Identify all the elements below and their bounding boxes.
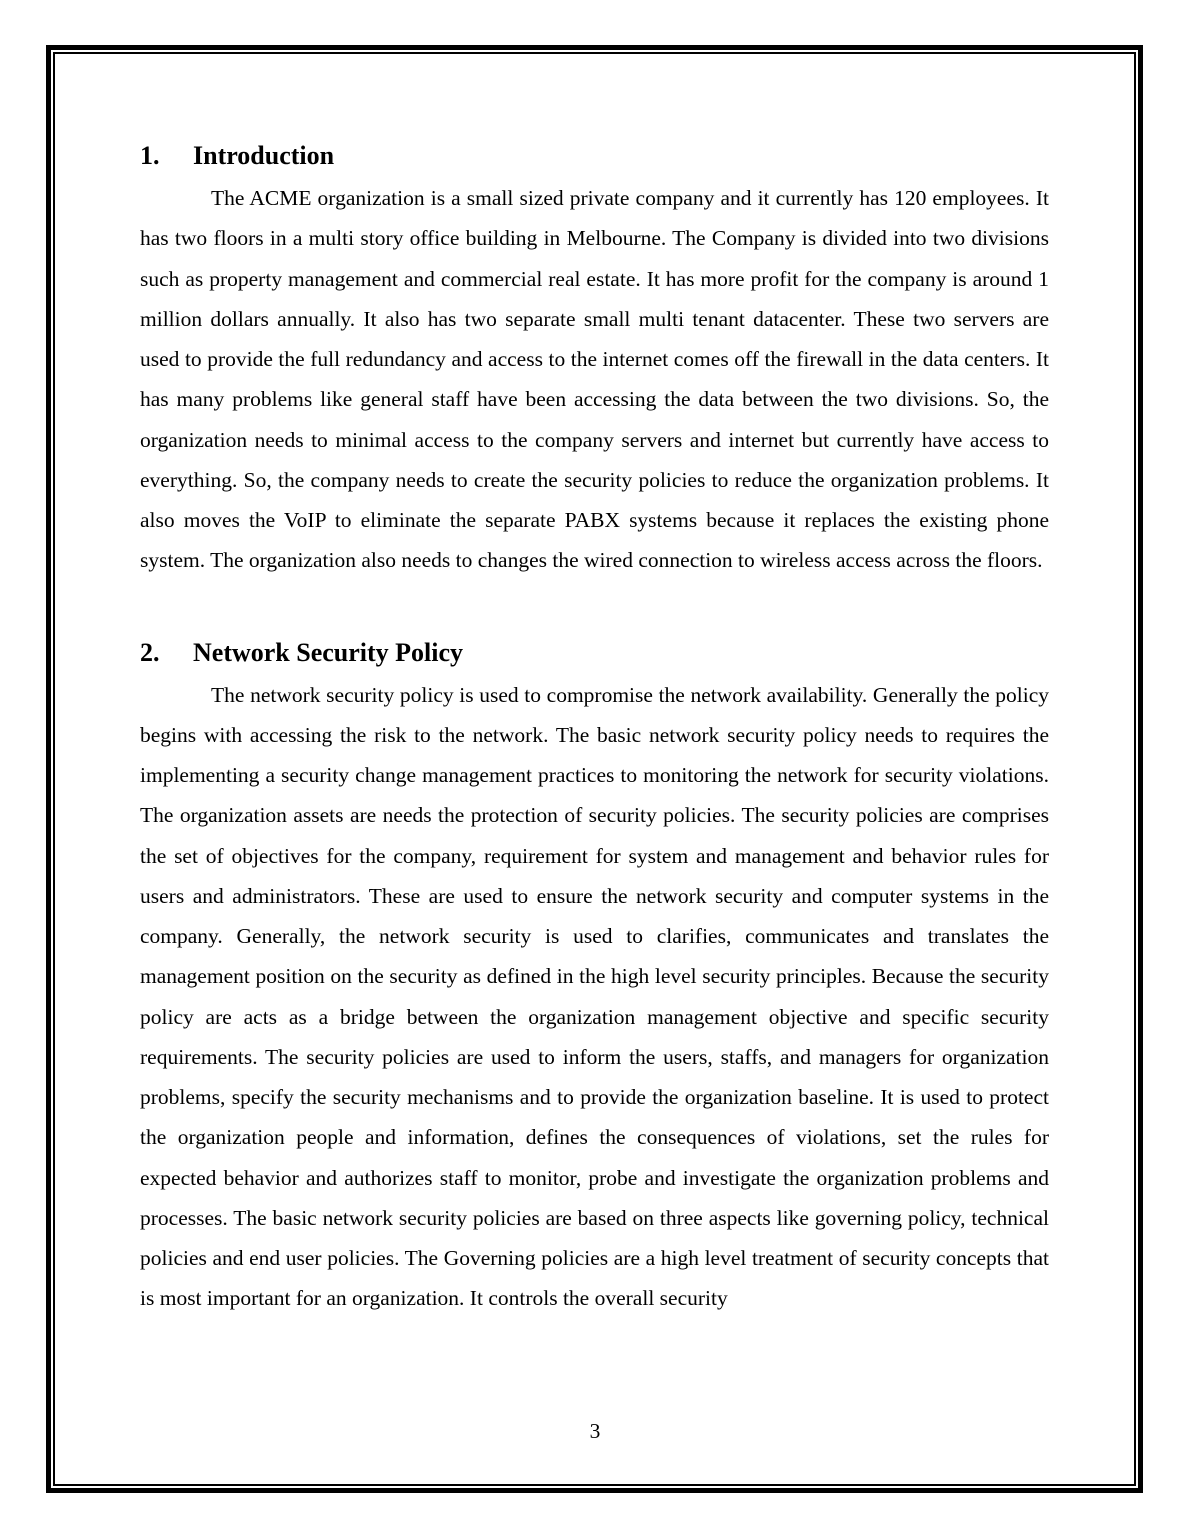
section-title: Network Security Policy xyxy=(193,637,464,667)
section-heading-network-security-policy xyxy=(140,635,1049,671)
section-number: 1. xyxy=(140,141,160,170)
section-title: Introduction xyxy=(193,141,335,170)
section-number: 2. xyxy=(140,637,160,667)
page-number: 3 xyxy=(589,1419,601,1443)
section-paragraph-network-security-policy: The network security policy is used to compromise the network availability. Generally the policy begins with accessing the risk to the network. The basic network security policy needs to requires the implementing a security change management practices to monitoring the network for security violations. The organization assets are needs the protection of security policies. The security policies are comprises the set of objectives for the company, requirement for system and management and behavior rules for users and administrators. These are used to ensure the network security and computer systems in the company. Generally, the network security is used to clarifies, communicates and translates the management position on the security as defined in the high level security principles. Because the security policy are acts as a bridge between the organization management objective and specific security requirements. The security policies are used to inform the users, staffs, and managers for organization problems, specify the security mechanisms and to provide the organization baseline. It is used to protect the organization people and information, defines the consequences of violations, set the rules for expected behavior and authorizes staff to monitor, probe and investigate the organization problems and processes. The basic network security policies are based on three aspects like governing policy, technical policies and end user policies. The Governing policies are a high level treatment of security concepts that is most important for an organization. It controls the overall security xyxy=(140,682,1049,1311)
section-heading-introduction xyxy=(140,138,1049,174)
section-spacer xyxy=(140,581,1049,635)
document-body xyxy=(140,138,1049,1319)
section-paragraph-introduction: The ACME organization is a small sized private company and it currently has 120 employees. It has two floors in a multi story office building in Melbourne. The Company is divided into two divisions such as property management and commercial real estate. It has more profit for the company is around 1 million dollars annually. It also has two separate small multi tenant datacenter. These two servers are used to provide the full redundancy and access to the internet comes off the firewall in the data centers. It has many problems like general staff have been accessing the data between the two divisions. So, the organization needs to minimal access to the company servers and internet but currently have access to everything. So, the company needs to create the security policies to reduce the organization problems. It also moves the VoIP to eliminate the separate PABX systems because it replaces the existing phone system. The organization also needs to changes the wired connection to wireless access across the floors. xyxy=(140,186,1049,573)
